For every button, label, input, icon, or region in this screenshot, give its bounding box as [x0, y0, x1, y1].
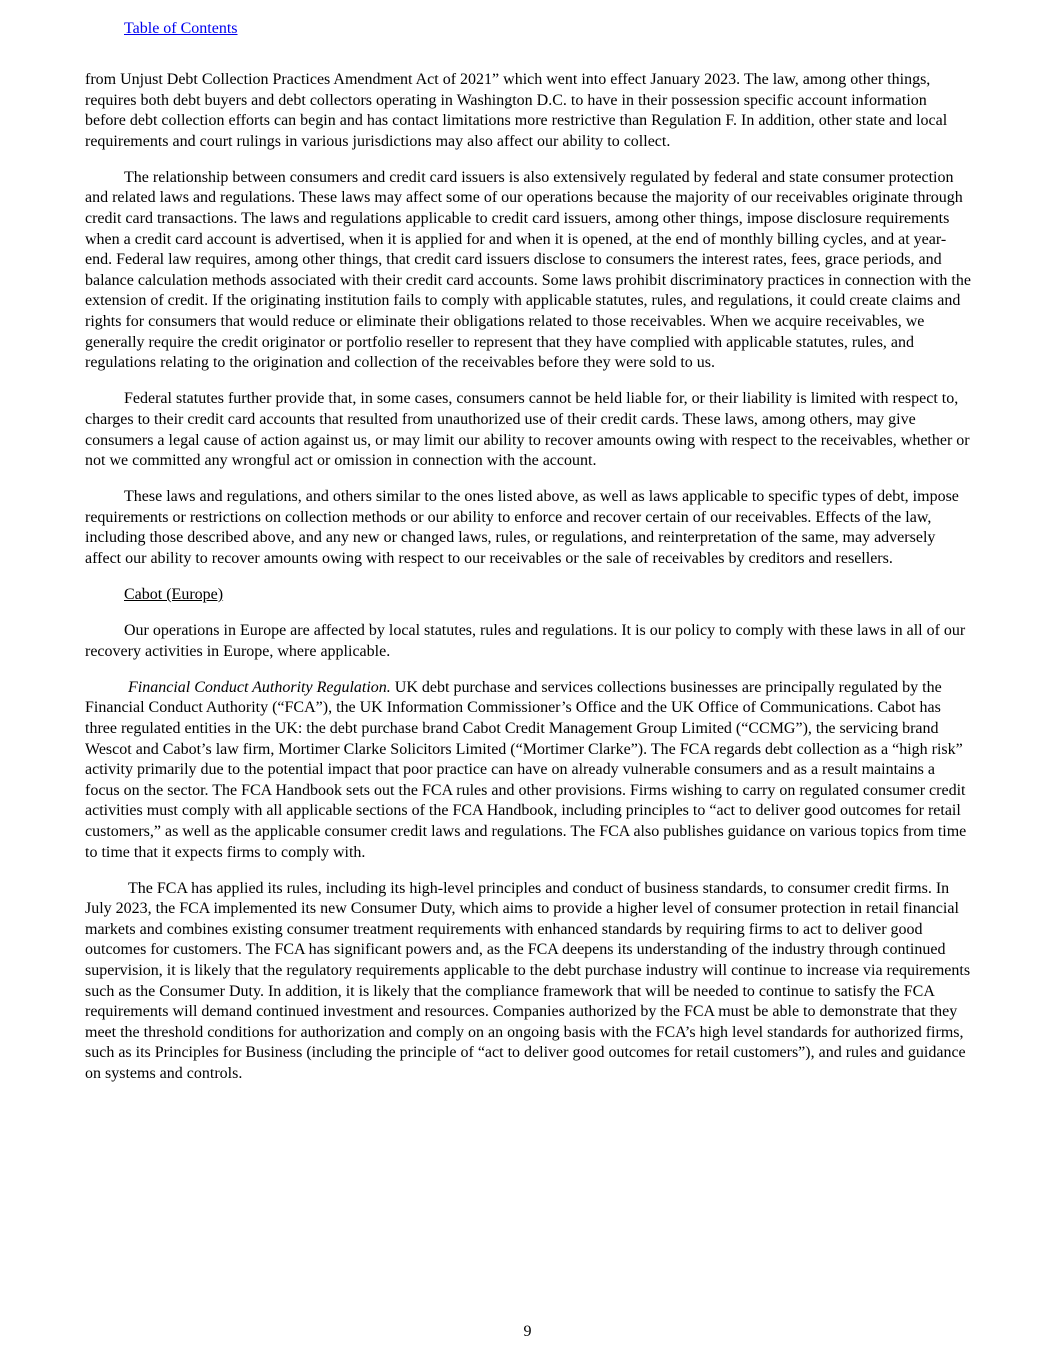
paragraph-europe-operations: Our operations in Europe are affected by local statutes, rules and regulations. It is our policy to comply with these laws in all of our recovery activities in Europe, where applicable. — [85, 622, 966, 660]
page-number: 9 — [523, 1323, 532, 1340]
paragraph-fca-regulation — [85, 678, 971, 863]
document-body — [85, 70, 971, 1100]
paragraph-dc-law-continuation: from Unjust Debt Collection Practices Amendment Act of 2021” which went into effect January 2023. The law, among other things, requires both debt buyers and debt collectors operating in Washington D.C. to have in their possession specific account information before debt collection efforts can begin and has contact limitations more restrictive than Regulation F. In addition, other state and local requirements and court rulings in various jurisdictions may also affect our ability to collect. — [85, 71, 948, 150]
fca-regulation-body: UK debt purchase and services collections businesses are principally regulated by the Financial Conduct Authority (“FCA”), the UK Information Commissioner’s Office and the UK Office of Communications. Cabot has three regulated entities in the UK: the debt purchase brand Cabot Credit Management Group Limited (“CCMG”), the servicing brand Wescot and Cabot’s law firm, Mortimer Clarke Solicitors Limited (“Mortimer Clarke”). The FCA regards debt collection as a “high risk” activity primarily due to the potential impact that poor practice can have on already vulnerable consumers and as a result maintains a focus on the sector. The FCA Handbook sets out the FCA rules and other provisions. Firms wishing to carry on regulated consumer credit activities must comply with all applicable sections of the FCA Handbook, including principles to “act to deliver good outcomes for retail customers,” as well as the applicable consumer credit laws and regulations. The FCA also publishes guidance on various topics from time to time that it expects firms to comply with. — [85, 678, 967, 861]
paragraph-federal-statutes-liability: Federal statutes further provide that, in some cases, consumers cannot be held liable for, or their liability is limited with respect to, charges to their credit card accounts that resulted from unauthorized use of their credit cards. These laws, among others, may give consumers a legal cause of action against us, or may limit our ability to recover amounts owing with respect to the receivables, whether or not we committed any wrongful act or omission in connection with the account. — [85, 390, 970, 470]
fca-regulation-title: Financial Conduct Authority Regulation. — [128, 678, 391, 696]
paragraph-credit-card-regulation: The relationship between consumers and credit card issuers is also extensively regulated by federal and state consumer protection and related laws and regulations. These laws may affect some of our operations because the majority of our receivables originate through credit card transactions. The laws and regulations applicable to credit card issuers, among other things, impose disclosure requirements when a credit card account is advertised, when it is applied for and when it is opened, at the end of monthly billing cycles, and at year-end. Federal law requires, among other things, that credit card issuers disclose to consumers the interest rates, fees, grace periods, and balance calculation methods associated with their credit card accounts. Some laws prohibit discriminatory practices in connection with the extension of credit. If the originating institution fails to comply with applicable statutes, rules, and regulations, it could create claims and rights for consumers that would reduce or eliminate their obligations related to those receivables. When we acquire receivables, we generally require the credit originator or portfolio reseller to represent that they have complied with applicable statutes, rules, and regulations relating to the origination and collection of the receivables before they were sold to us. — [85, 168, 971, 372]
paragraph-laws-effects: These laws and regulations, and others similar to the ones listed above, as well as laws applicable to specific types of debt, impose requirements or restrictions on collection methods or our ability to enforce and recover certain of our receivables. Effects of the law, including those described above, and any new or changed laws, rules, or regulations, and reinterpretation of the same, may adversely affect our ability to recover amounts owing with respect to our receivables or the sale of receivables by creditors and resellers. — [85, 488, 959, 567]
table-of-contents-link[interactable]: Table of Contents — [124, 20, 238, 37]
section-heading-cabot-europe: Cabot (Europe) — [124, 586, 224, 604]
paragraph-fca-consumer-duty: The FCA has applied its rules, including its high-level principles and conduct of business standards, to consumer credit firms. In July 2023, the FCA implemented its new Consumer Duty, which aims to provide a higher level of consumer protection in retail financial markets and combines existing consumer treatment requirements with enhanced standards by requiring firms to act to deliver good outcomes for customers. The FCA has significant powers and, as the FCA deepens its understanding of the industry through continued supervision, it is likely that the regulatory requirements applicable to the debt purchase industry will continue to increase via requirements such as the Consumer Duty. In addition, it is likely that the compliance framework that will be needed to continue to satisfy the FCA requirements will demand continued investment and resources. Companies authorized by the FCA must be able to demonstrate that they meet the threshold conditions for authorization and comply on an ongoing basis with the FCA’s high level standards for authorized firms, such as its Principles for Business (including the principle of “act to deliver good outcomes for retail customers”), and rules and guidance on systems and controls. — [85, 879, 971, 1083]
